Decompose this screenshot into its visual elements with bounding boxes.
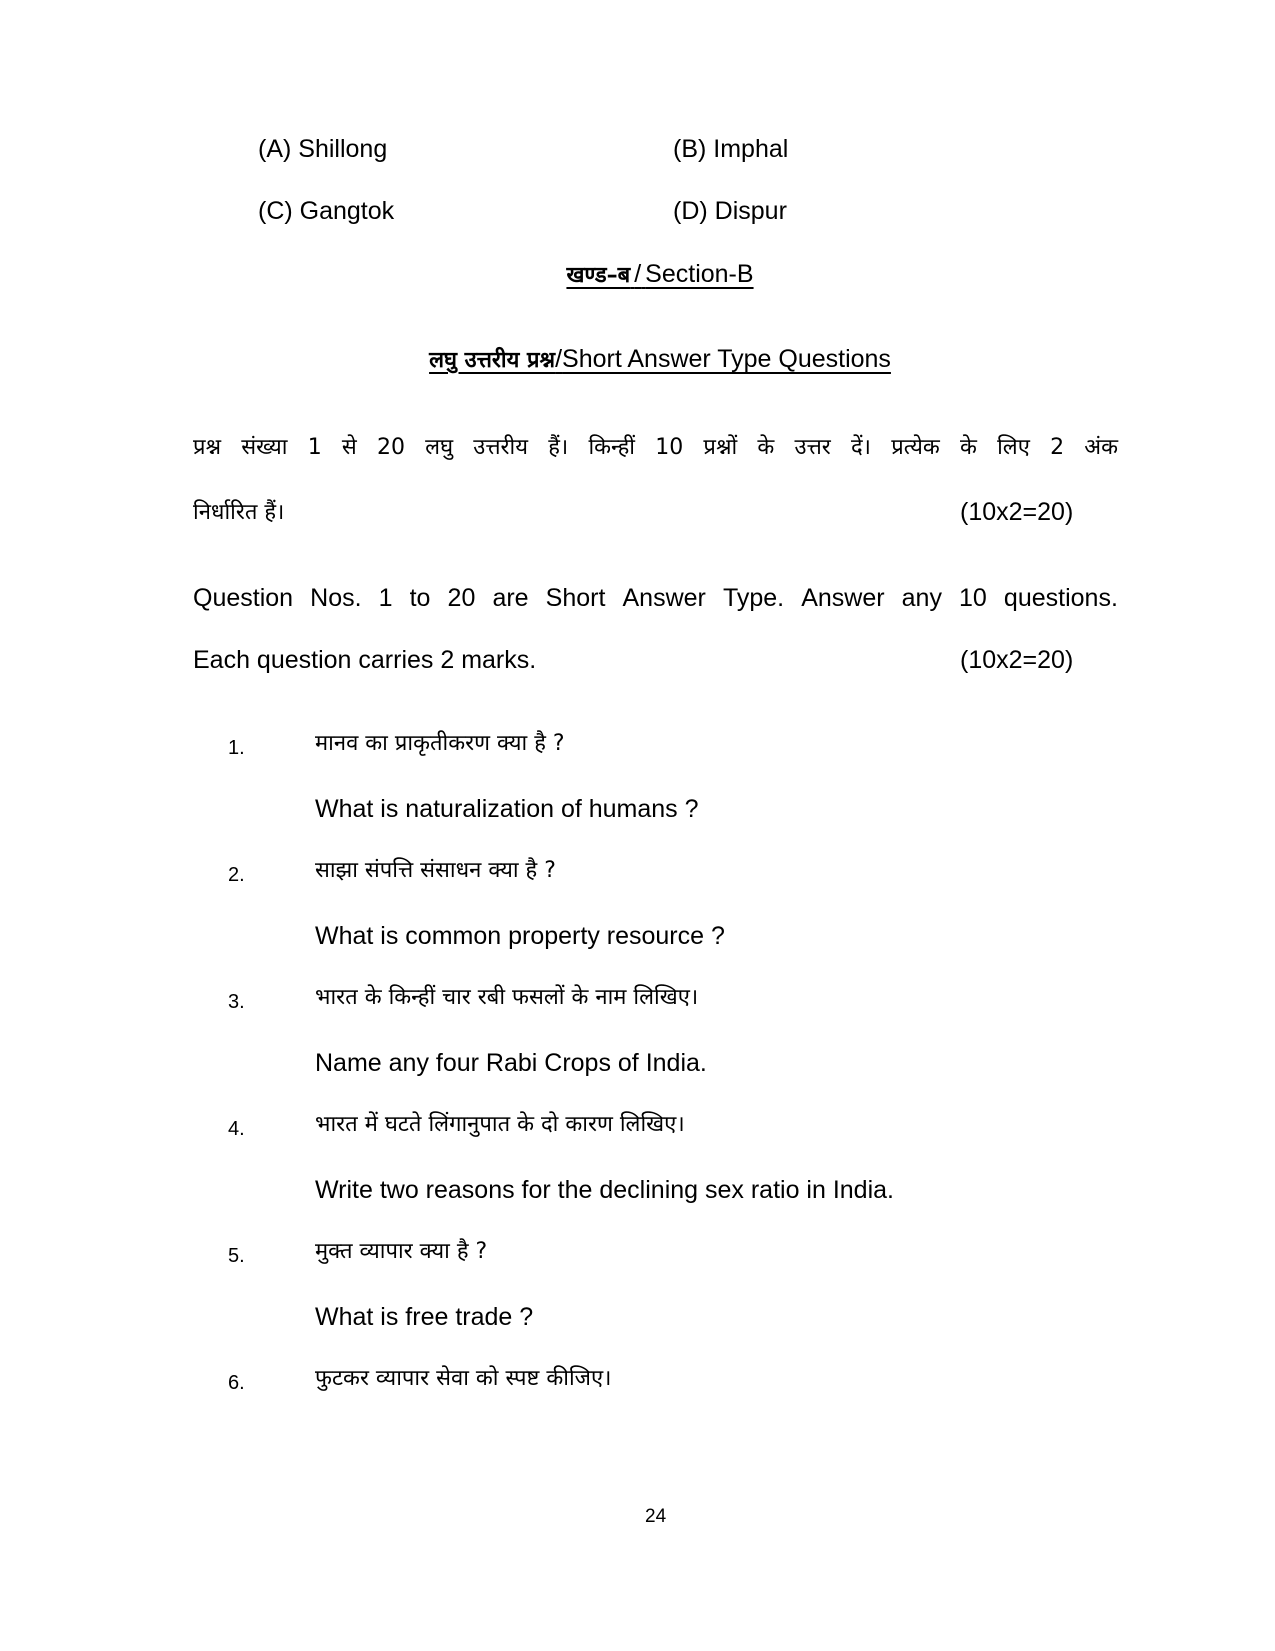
question-number: 5.: [228, 1245, 245, 1267]
instruction-word: प्रश्न: [193, 435, 222, 460]
instructions-hindi-line1: [193, 435, 1118, 461]
instruction-word: are: [492, 584, 529, 612]
question-number: 2.: [228, 864, 245, 886]
instructions-hindi-line2: निर्धारित हैं।: [193, 500, 285, 525]
page-number: 24: [645, 1506, 667, 1527]
instruction-word: हैं।: [548, 435, 569, 460]
option-c: (C) Gangtok: [258, 197, 395, 225]
instructions-hindi-marks: (10x2=20): [960, 498, 1074, 526]
instruction-word: Nos.: [310, 584, 362, 612]
option-b: (B) Imphal: [673, 135, 789, 163]
instruction-word: any: [901, 584, 942, 612]
question-text-english: What is naturalization of humans ?: [315, 795, 699, 823]
instruction-word: 10: [655, 435, 684, 460]
section-heading-hindi: खण्ड–ब: [566, 263, 631, 288]
instruction-word: to: [409, 584, 431, 612]
question-number: 3.: [228, 991, 245, 1013]
instruction-word: questions.: [1003, 584, 1118, 612]
instruction-word: 10: [959, 584, 987, 612]
question-text-hindi: फुटकर व्यापार सेवा को स्पष्ट कीजिए।: [315, 1366, 612, 1391]
instruction-word: 20: [376, 435, 405, 460]
question-text-hindi: साझा संपत्ति संसाधन क्या है ?: [315, 858, 556, 883]
instruction-word: दें।: [850, 435, 872, 460]
instruction-word: के: [959, 435, 977, 460]
instruction-word: उत्तर: [794, 435, 831, 460]
instruction-word: 20: [447, 584, 476, 612]
instruction-word: Answer: [622, 584, 706, 612]
instruction-word: प्रत्येक: [891, 435, 940, 460]
question-text-english: What is free trade ?: [315, 1303, 534, 1331]
section-heading-separator: /: [634, 260, 642, 288]
instruction-word: 1: [378, 584, 393, 612]
question-text-english: Name any four Rabi Crops of India.: [315, 1049, 707, 1077]
instruction-word: लघु: [425, 435, 454, 460]
instruction-word: 1: [307, 435, 322, 460]
question-text-hindi: भारत में घटते लिंगानुपात के दो कारण लिखिए।: [315, 1112, 685, 1137]
question-text-english: Write two reasons for the declining sex ratio in India.: [315, 1176, 894, 1204]
instructions-english-line1: [193, 583, 1118, 613]
question-number: 4.: [228, 1118, 245, 1140]
question-number: 6.: [228, 1372, 245, 1394]
instruction-word: के: [757, 435, 775, 460]
instruction-word: किन्हीं: [588, 435, 636, 460]
instruction-word: अंक: [1084, 435, 1118, 460]
question-number: 1.: [228, 737, 245, 759]
instructions-english-marks: (10x2=20): [960, 646, 1074, 674]
question-text-hindi: मानव का प्राकृतीकरण क्या है ?: [315, 731, 565, 756]
instruction-word: लिए: [997, 435, 1030, 460]
subheading-english: Short Answer Type Questions: [562, 345, 891, 373]
instruction-word: Short: [545, 584, 606, 612]
section-subheading: [0, 344, 1275, 374]
subheading-hindi: लघु उत्तरीय प्रश्न: [429, 348, 556, 373]
instruction-word: संख्या: [241, 435, 288, 460]
section-heading-english: Section-B: [645, 260, 754, 288]
section-heading: [0, 259, 1275, 289]
subheading-separator: /: [555, 345, 563, 373]
instruction-word: प्रश्नों: [703, 435, 738, 460]
question-text-hindi: भारत के किन्हीं चार रबी फसलों के नाम लिखिए।: [315, 985, 699, 1010]
question-text-hindi: मुक्त व्यापार क्या है ?: [315, 1239, 488, 1264]
option-d: (D) Dispur: [673, 197, 787, 225]
question-text-english: What is common property resource ?: [315, 922, 725, 950]
instruction-word: से: [341, 435, 357, 460]
instructions-english-line2: Each question carries 2 marks.: [193, 646, 537, 674]
instruction-word: Answer: [801, 584, 885, 612]
option-a: (A) Shillong: [258, 135, 388, 163]
instruction-word: Type.: [722, 584, 785, 612]
instruction-word: Question: [193, 584, 294, 612]
instruction-word: उत्तरीय: [473, 435, 529, 460]
instruction-word: 2: [1050, 435, 1065, 460]
